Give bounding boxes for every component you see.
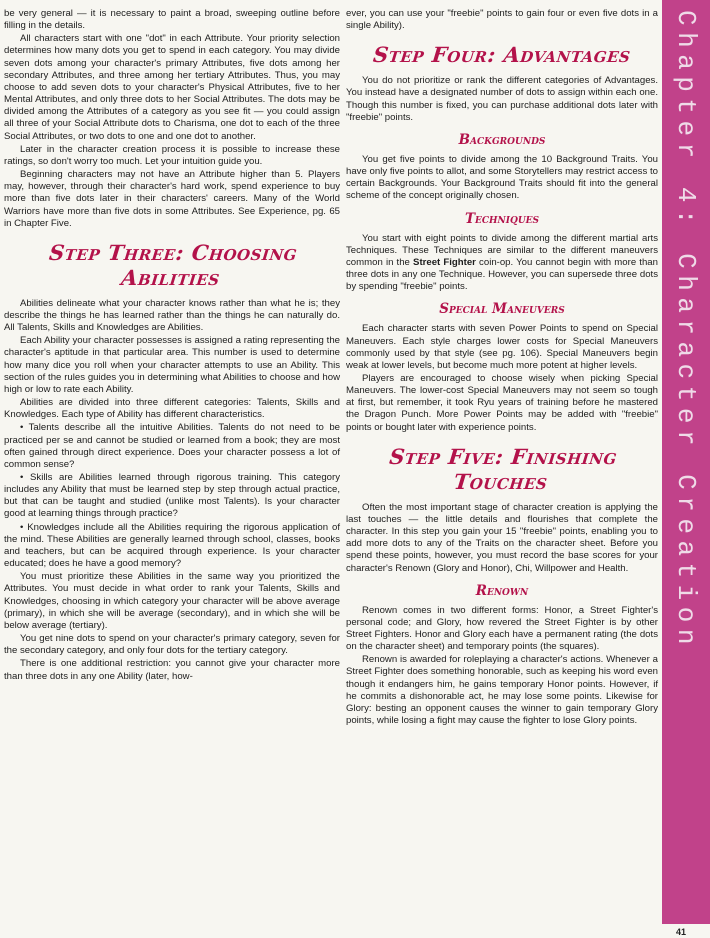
page-number: 41 (676, 927, 687, 937)
paragraph: Later in the character creation process it is possible to increase these ratings, so don't worry too much. Let your intuition guide you. (4, 143, 340, 167)
backgrounds-heading: Backgrounds (458, 131, 546, 148)
paragraph: Each Ability your character possesses is assigned a rating representing the character's aptitude in that particular area. This number is used to determine how many dice you roll when your character attempts to use an Ability. This section of the rules guides you in determining what Abilities to choose and how high or low to rate each Ability. (4, 335, 340, 395)
renown-heading: Renown (475, 582, 529, 599)
paragraph: be very general — it is necessary to paint a broad, sweeping outline before filling in the details. (4, 8, 340, 32)
special-maneuvers-heading: Special Maneuvers (439, 301, 565, 318)
bullet-knowledges: • Knowledges include all the Abilities requiring the rigorous application of the mind. These Abilities are generally learned through school, classes, books and teachers, but can be acquired through experience. Is your character educated; does he have a good memory? (4, 521, 340, 570)
paragraph: All characters start with one "dot" in each Attribute. Your priority selection determines how many dots you get to spend in each category. You may divide seven dots among your character's primary Attributes, five dots among her secondary Attributes, and three among her tertiary Attributes. Thus, you may choose to add seven dots to your character's Physical Attributes, five to her Mental Attributes, and only three dots to her Social Attributes. The dots may be divided among the Attributes of a category as you see fit — you could assign all three of your Social Attribute dots to Charisma, one dot to each of the three Social Attributes, or two dots to one and one dot to another. (4, 33, 340, 142)
paragraph: Each character starts with seven Power Points to spend on Special Maneuvers. Each style charges lower costs for Special Maneuvers commonly used by that style (see pg. 106). Special Maneuvers begin weak at lower levels, but become much more potent at higher levels. (346, 323, 658, 371)
paragraph: Abilities delineate what your character knows rather than what he is; they describe the things he has learned rather than the things he can naturally do. All Talents, Skills and Knowledges are Abilities. (4, 297, 340, 334)
techniques-heading: Techniques (464, 210, 540, 227)
right-column (346, 8, 658, 728)
paragraph: Beginning characters may not have an Attribute higher than 5. Players may, however, through their character's hard work, spend experience to buy more than five dots later in their characters' careers. Many of the World Warriors have more than five dots in some Attributes. See Experience, pg. 65 in Chapter Five. (4, 169, 340, 229)
step-five-heading: Step Five: Finishing Touches (388, 443, 619, 494)
street-fighter-brand: Street Fighter (413, 256, 476, 268)
text-run: You start with eight points to divide among the different martial arts Techniques. These Techniques are similar to the different maneuvers common in the (346, 232, 658, 268)
paragraph: You get five points to divide among the 10 Background Traits. You have only five points to allot, and some Storytellers may restrict access to certain Backgrounds. Your Background Traits should fit into the general scheme of the concept originally chosen. (346, 153, 658, 202)
paragraph: Often the most important stage of character creation is applying the last touches — the little details and flourishes that complete the character. In this step you gain your 15 "freebie" points, enabling you to add more dots to any of the Traits on the character sheet. Before you spend these points, however, you must record the base scores for your character's Renown (Glory and Honor), Chi, Willpower and Health. (346, 501, 658, 574)
paragraph: ever, you can use your "freebie" points to gain four or even five dots in a single Ability). (346, 8, 658, 32)
paragraph: Renown is awarded for roleplaying a character's actions. Whenever a Street Fighter does something honorable, such as keeping his word even though it endangers him, he gains temporary Honor points. However, if he commits a dishonorable act, he may lose some points. Likewise for Glory: besting an opponent causes the winner to gain temporary Glory points, while losing a fight may cause the fighter to lose Glory points. (346, 654, 658, 727)
left-column (4, 8, 340, 684)
paragraph: Abilities are divided into three different categories: Talents, Skills and Knowledges. Each type of Ability has different characteristics. (4, 397, 340, 421)
chapter-title: Chapter 4: Character Creation (671, 10, 701, 651)
paragraph: Renown comes in two different forms: Honor, a Street Fighter's personal code; and Glory, how revered the Street Fighter is by other Street Fighters. Honor and Glory each have a permanent rating (the dots on the character sheet) and temporary points (the squares). (346, 604, 658, 653)
bullet-skills: • Skills are Abilities learned through rigorous training. This category includes any Ability that must be learned step by step through actual practice, but that can be taught and studied (unlike most Talents). Is your character good at learning things through practice? (4, 472, 340, 520)
step-four-heading: Step Four: Advantages (371, 42, 632, 68)
step-three-heading: Step Three: Choosing Abilities (48, 239, 299, 290)
paragraph (346, 233, 658, 294)
paragraph: You get nine dots to spend on your character's primary category, seven for the secondary category, and only four dots for the tertiary category. (4, 633, 340, 657)
paragraph: You do not prioritize or rank the different categories of Advantages. You instead have a designated number of dots to assign within each one. Though this number is fixed, you can purchase additional dots later with "freebie" points. (346, 75, 658, 123)
paragraph: Players are encouraged to choose wisely when picking Special Maneuvers. The lower-cost Special Maneuvers may not seem so tough at first, but remember, it took Ryu years of training before he mastered the Dragon Punch. More Power Points may be added with "freebie" points or bought later with experience points. (346, 372, 658, 433)
bullet-talents: • Talents describe all the intuitive Abilities. Talents do not need to be practiced per se and cannot be studied or learned from a book; they are most often gained through direct experience. Does your character possess a lot of common sense? (4, 422, 340, 470)
text-run: coin-op. You cannot begin with more than three dots in any one Technique. However, you can supersede three dots by spending "freebie" points. (346, 256, 658, 293)
paragraph: There is one additional restriction: you cannot give your character more than three dots in any one Ability (later, how- (4, 658, 340, 682)
paragraph: You must prioritize these Abilities in the same way you prioritized the Attributes. You must decide in what order to rank your Talents, Skills and Knowledges, choosing in which category your character will be above average (primary), in which she will be average (secondary), and in which she will be below average (tertiary). (4, 571, 340, 631)
